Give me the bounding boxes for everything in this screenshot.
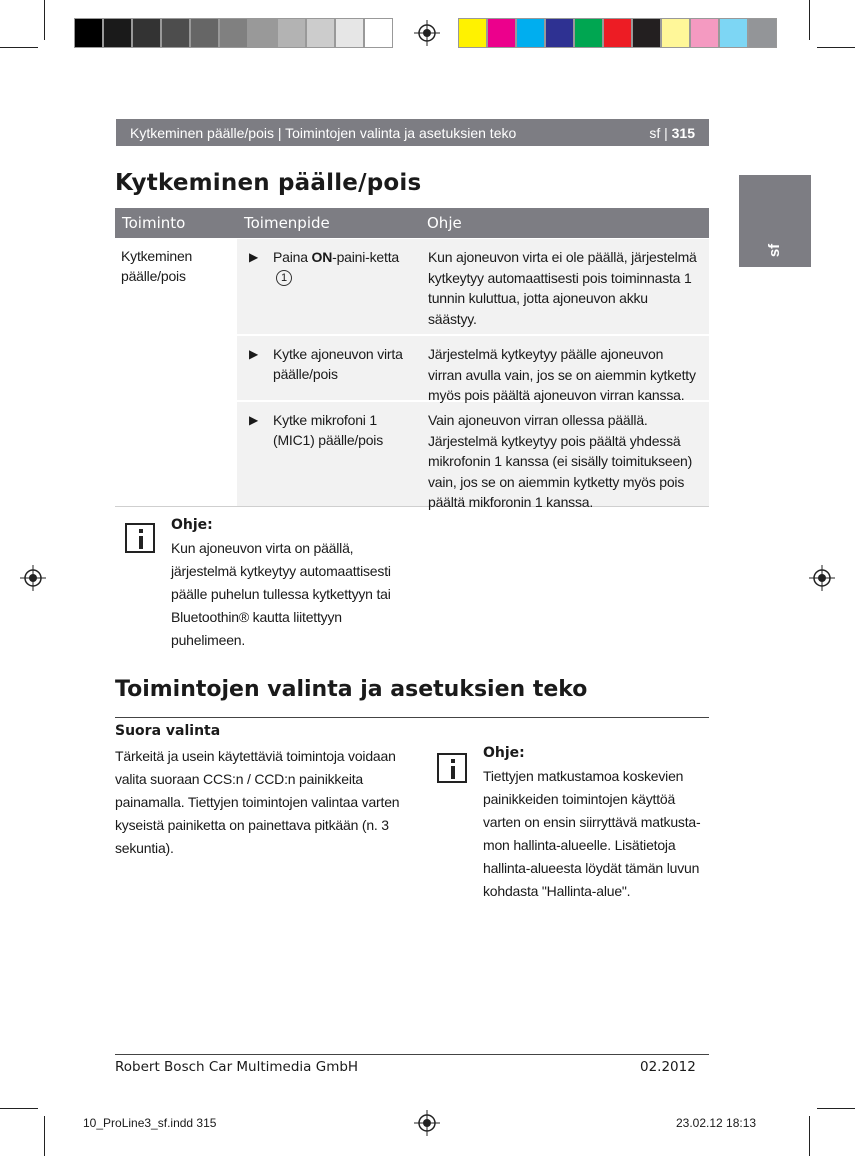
color-swatch — [219, 18, 248, 48]
callout-number-icon: 1 — [276, 270, 292, 286]
color-swatch — [335, 18, 364, 48]
note-title: Ohje: — [483, 745, 525, 761]
crop-mark — [44, 0, 45, 40]
section-title: Toimintojen valinta ja asetuksien teko — [115, 677, 588, 702]
color-swatch — [516, 18, 545, 48]
body-paragraph: Tärkeitä ja usein käytettäviä toimintoja voidaan valita suoraan CCS:n / CCD:n painikkeita painamalla. Tiettyjen toimintojen valintaa varten kyseistä painiketta on painettava pitkään (n. 3 sekuntia). — [115, 748, 400, 856]
registration-mark-icon — [414, 20, 440, 46]
column-header: Ohje — [427, 214, 462, 232]
table-row — [237, 400, 709, 510]
action-cell: ▶ Paina ON-paini-ketta1 — [237, 239, 420, 334]
function-cell: Kytkeminen päälle/pois — [121, 248, 193, 284]
divider — [115, 717, 709, 718]
function-table — [115, 208, 709, 510]
crop-mark — [0, 1108, 38, 1109]
color-swatch — [190, 18, 219, 48]
note-cell: Järjestelmä kytkeytyy päälle ajoneuvon virran avulla vain, jos se on aiemmin kytketty myös pois päältä ajoneuvon virran kanssa. — [428, 346, 696, 403]
note-cell: Vain ajoneuvon virran ollessa päällä. Järjestelmä kytkeytyy pois päältä yhdessä mikrofonin 1 kanssa (ei sisälly toimitukseen) vain, jos se on aiemmin kytketty myös pois päältä mikforonin 1 kanssa. — [428, 412, 693, 510]
color-swatch — [161, 18, 190, 48]
running-header — [116, 119, 709, 146]
footer-date: 02.2012 — [640, 1059, 696, 1075]
section-title: Kytkeminen päälle/pois — [115, 170, 422, 196]
slug-timestamp: 23.02.12 18:13 — [676, 1116, 757, 1130]
arrow-bullet-icon: ▶ — [249, 250, 259, 264]
crop-mark — [0, 47, 38, 48]
action-cell: ▶ Kytke mikrofoni 1 (MIC1) päälle/pois — [237, 402, 420, 506]
column-header: Toimenpide — [244, 214, 330, 232]
color-swatch — [632, 18, 661, 48]
color-swatch — [574, 18, 603, 48]
color-swatch — [306, 18, 335, 48]
color-swatch — [603, 18, 632, 48]
note-text: Tiettyjen matkustamoa koskevien painikkeiden toimintojen käyttöä varten on ensin siirryttävä matkusta-mon hallinta-alueelle. Lisätietoja hallinta-alueesta löydät tämän luvun kohdasta "Hallinta-alue". — [483, 768, 701, 899]
color-swatch — [487, 18, 516, 48]
registration-mark-icon — [809, 565, 835, 591]
header-page: sf | 315 — [649, 124, 695, 141]
header-title: Kytkeminen päälle/pois | Toimintojen valinta ja asetuksien teko — [130, 124, 517, 141]
table-row — [237, 334, 709, 403]
column-header: Toiminto — [122, 214, 186, 232]
crop-mark — [809, 0, 810, 40]
note-text: Kun ajoneuvon virta on päällä, järjestelmä kytkeytyy automaattisesti päälle puhelun tullessa kytkettyyn tai Bluetoothin® kautta liitettyyn puhelimeen. — [171, 540, 391, 648]
arrow-bullet-icon: ▶ — [249, 347, 259, 361]
arrow-bullet-icon: ▶ — [249, 413, 259, 427]
table-row — [237, 238, 709, 334]
slug-filename: 10_ProLine3_sf.indd 315 — [83, 1116, 217, 1130]
info-note — [125, 517, 400, 652]
grayscale-color-bar — [74, 18, 393, 48]
color-swatch — [248, 18, 277, 48]
table-body — [115, 238, 709, 510]
color-swatch — [364, 18, 393, 48]
crop-mark — [817, 1108, 855, 1109]
footer-divider — [115, 1054, 709, 1055]
color-swatch — [545, 18, 574, 48]
info-note — [437, 745, 709, 903]
process-color-bar — [458, 18, 777, 48]
color-swatch — [277, 18, 306, 48]
note-title: Ohje: — [171, 517, 213, 533]
color-swatch — [748, 18, 777, 48]
language-tab: sf — [739, 175, 811, 267]
action-cell: ▶ Kytke ajoneuvon virta päälle/pois — [237, 336, 420, 400]
info-icon — [437, 753, 467, 783]
crop-mark — [44, 1116, 45, 1156]
table-header — [115, 208, 709, 238]
registration-mark-icon — [20, 565, 46, 591]
registration-mark-icon — [414, 1110, 440, 1136]
crop-mark — [817, 47, 855, 48]
color-swatch — [661, 18, 690, 48]
color-swatch — [719, 18, 748, 48]
color-swatch — [458, 18, 487, 48]
footer-company: Robert Bosch Car Multimedia GmbH — [115, 1059, 359, 1075]
color-swatch — [103, 18, 132, 48]
color-swatch — [74, 18, 103, 48]
color-swatch — [690, 18, 719, 48]
crop-mark — [809, 1116, 810, 1156]
color-swatch — [132, 18, 161, 48]
note-cell: Kun ajoneuvon virta ei ole päällä, järjestelmä kytkeytyy automaattisesti pois toiminnasta 1 tunnin kuluttua, jotta ajoneuvon akku säästyy. — [428, 249, 697, 327]
page-number: 315 — [671, 124, 695, 141]
info-icon — [125, 523, 155, 553]
subsection-title: Suora valinta — [115, 723, 221, 739]
